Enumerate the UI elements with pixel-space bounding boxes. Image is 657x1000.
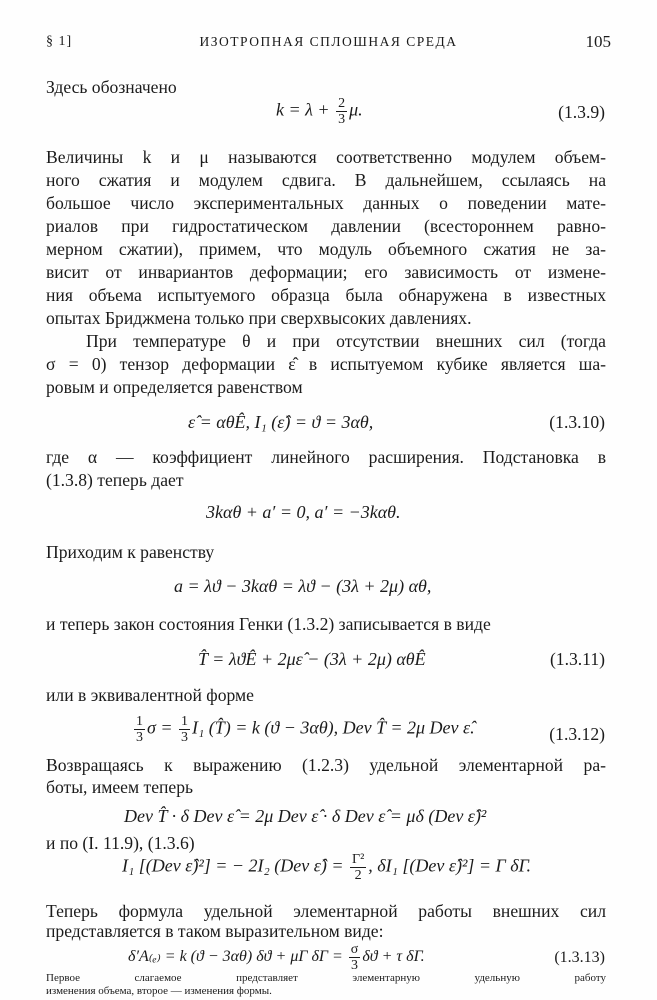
eq-part: I₁ (T̂) = k (ϑ − 3αθ), Dev T̂ = 2μ Dev ε̂. — [192, 717, 475, 738]
text-line: и теперь закон состояния Генки (1.3.2) записывается в виде — [46, 614, 491, 634]
text-line: (1.3.8) теперь дает — [46, 470, 184, 490]
fraction-denominator: 3 — [181, 730, 189, 745]
text-line: опытах Бриджмена только при сверхвысоких давлениях. — [46, 308, 472, 328]
text-line: или в эквивалентной форме — [46, 685, 254, 705]
text-line: Теперь формула удельной элементарной работы внешних сил — [46, 901, 606, 921]
equation-number: (1.3.10) — [549, 412, 605, 432]
text-line: большое число экспериментальных данных о поведении мате- — [46, 193, 606, 213]
text-line: При температуре θ и при отсутствии внешних сил (тогда — [86, 331, 606, 351]
fraction-numerator: 1 — [181, 714, 189, 729]
eq-rhs: δϑ + τ δΓ. — [362, 948, 425, 966]
fraction — [179, 714, 190, 745]
page-number: 105 — [585, 32, 611, 51]
text-line: Здесь обозначено — [46, 77, 177, 97]
eq-part: σ = — [147, 717, 178, 738]
eq-lhs: k = λ + — [276, 99, 335, 120]
text-line: мерном сжатии), примем, что модуль объемного сжатия не за- — [46, 239, 606, 259]
section-marker: § 1] — [46, 34, 73, 49]
text-line: ного сжатия и модулем сдвига. В дальнейшем, ссылаясь на — [46, 170, 606, 190]
equation-1-3-9 — [276, 96, 363, 127]
equation-invariants — [122, 852, 531, 883]
text-line: изменения объема, второе — изменения формы. — [46, 985, 272, 997]
equation-number: (1.3.12) — [549, 724, 605, 744]
text-line: ния объема испытуемого образца была обнаружена в известных — [46, 285, 606, 305]
eq-lhs: I₁ [(Dev ε̂)²] = − 2I₂ (Dev ε̂) = — [122, 855, 348, 876]
fraction — [336, 96, 347, 127]
equation-1-3-11: T̂ = λϑÊ + 2με̂ − (3λ + 2μ) αθÊ — [198, 649, 426, 669]
text-line: представляется в таком выразительном виде: — [46, 921, 384, 941]
eq-rhs: , δI₁ [(Dev ε̂)²] = Γ δΓ. — [368, 855, 532, 876]
fraction-numerator: 2 — [338, 96, 346, 111]
equation-a: a = λϑ − 3kαθ = λϑ − (3λ + 2μ) αθ, — [174, 576, 432, 596]
fraction — [134, 714, 145, 745]
page-header — [46, 34, 611, 54]
fraction-numerator: σ — [350, 942, 359, 957]
equation-1-3-13 — [128, 942, 425, 973]
equation-1-3-10: ε̂ = αθÊ, I₁ (ε̂) = ϑ = 3αθ, — [188, 412, 374, 432]
equation-number: (1.3.13) — [554, 949, 605, 966]
eq-lhs: δ′A₍ₑ₎ = k (ϑ − 3αθ) δϑ + μΓ δΓ = — [128, 948, 347, 966]
equation-dev-work: Dev T̂ · δ Dev ε̂ = 2μ Dev ε̂ · δ Dev ε̂ = μδ (Dev ε̂)² — [124, 806, 487, 826]
eq-rhs: μ. — [349, 99, 363, 120]
fraction — [350, 852, 366, 883]
fraction-numerator: Γ² — [351, 852, 365, 867]
equation-a-prime: 3kαθ + a′ = 0, a′ = −3kαθ. — [206, 502, 401, 522]
text-line: и по (I. 11.9), (1.3.6) — [46, 833, 195, 853]
fraction-denominator: 3 — [338, 112, 346, 127]
text-line: где α — коэффициент линейного расширения. Подстановка в — [46, 447, 606, 467]
text-line: висит от инвариантов деформации; его зависимость от измене- — [46, 262, 606, 282]
equation-1-3-12 — [132, 714, 475, 745]
fraction-numerator: 1 — [136, 714, 143, 729]
text-line: риалов при гидростатическом давлении (всестороннем равно- — [46, 216, 606, 236]
fraction — [349, 942, 361, 973]
equation-number: (1.3.11) — [549, 649, 605, 669]
text-line: боты, имеем теперь — [46, 777, 194, 797]
text-line: Величины k и μ называются соответственно модулем объем- — [46, 147, 606, 167]
text-line: Первое слагаемое представляет элементарную удельную работу — [46, 972, 606, 984]
fraction-denominator: 2 — [354, 868, 362, 883]
text-line: σ = 0) тензор деформации ε̂ в испытуемом кубике является ша- — [46, 354, 606, 374]
text-line: Приходим к равенству — [46, 542, 215, 562]
equation-number: (1.3.9) — [558, 102, 605, 122]
fraction-denominator: 3 — [136, 730, 143, 745]
running-title: ИЗОТРОПНАЯ СПЛОШНАЯ СРЕДА — [199, 34, 458, 49]
fraction-denominator: 3 — [351, 958, 359, 973]
text-line: ровым и определяется равенством — [46, 377, 303, 397]
text-line: Возвращаясь к выражению (1.2.3) удельной элементарной ра- — [46, 755, 606, 775]
